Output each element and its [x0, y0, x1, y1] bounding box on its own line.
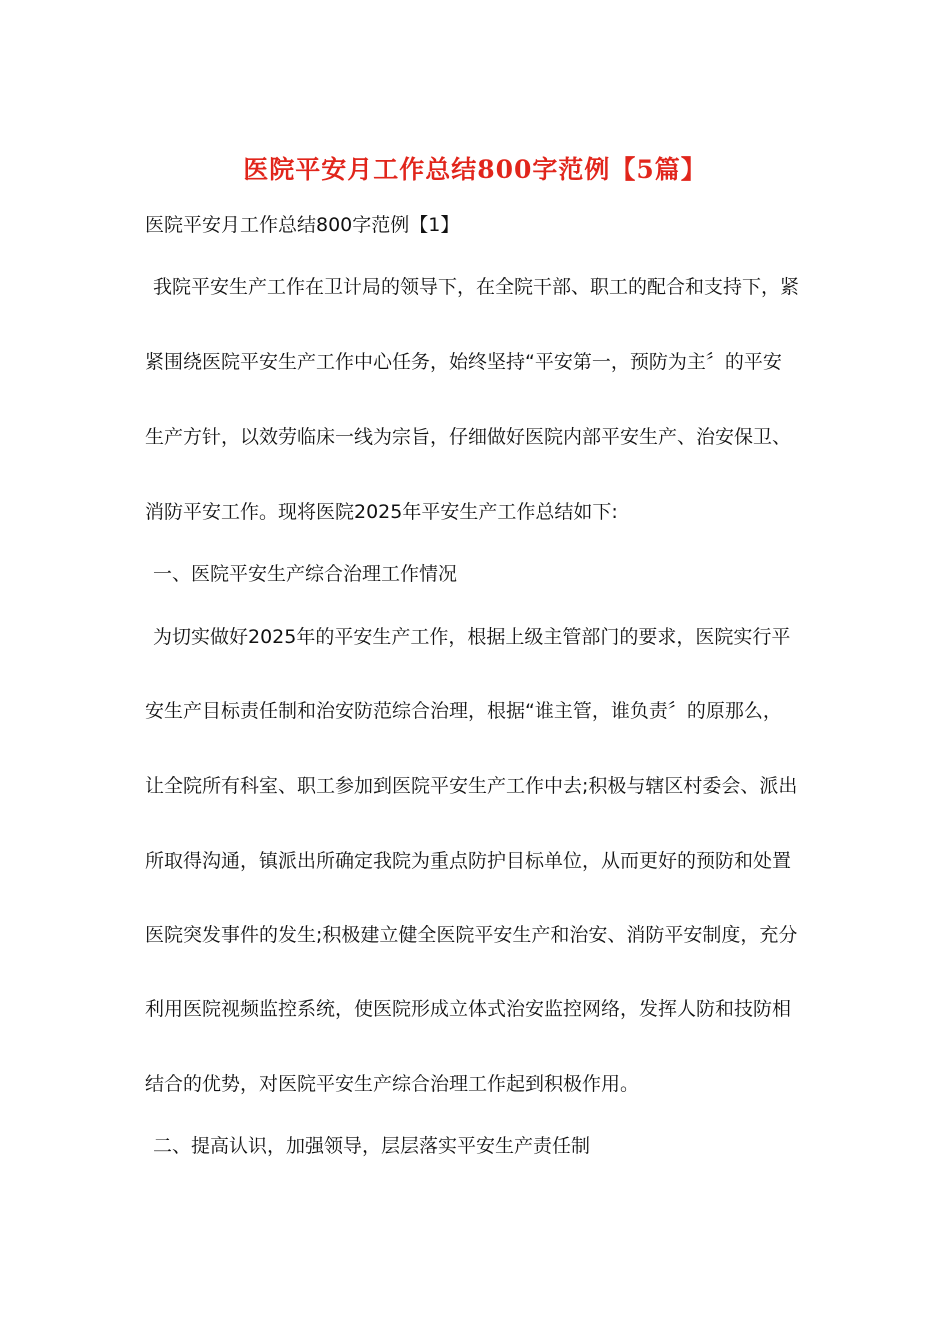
paragraph-line: 我院平安生产工作在卫计局的领导下，在全院干部、职工的配合和支持下，紧 — [153, 276, 800, 298]
paragraph-line: 让全院所有科室、职工参加到医院平安生产工作中去;积极与辖区村委会、派出 — [145, 775, 798, 797]
paragraph-line: 利用医院视频监控系统，使医院形成立体式治安监控网络，发挥人防和技防相 — [145, 998, 792, 1020]
paragraph-line: 医院突发事件的发生;积极建立健全医院平安生产和治安、消防平安制度，充分 — [145, 924, 798, 946]
document-subtitle: 医院平安月工作总结800字范例【1】 — [145, 214, 460, 236]
paragraph-line: 为切实做好2025年的平安生产工作，根据上级主管部门的要求，医院实行平 — [153, 626, 791, 648]
paragraph-line: 生产方针，以效劳临床一线为宗旨，仔细做好医院内部平安生产、治安保卫、 — [145, 426, 792, 448]
paragraph-line: 所取得沟通，镇派出所确定我院为重点防护目标单位，从而更好的预防和处置 — [145, 850, 792, 872]
paragraph-line: 安生产目标责任制和治安防范综合治理，根据“谁主管，谁负责〞的原那么， — [145, 700, 782, 722]
paragraph-line: 消防平安工作。现将医院2025年平安生产工作总结如下: — [145, 501, 618, 523]
section-heading: 一、医院平安生产综合治理工作情况 — [153, 563, 458, 585]
paragraph-line: 结合的优势，对医院平安生产综合治理工作起到积极作用。 — [145, 1073, 640, 1095]
section-heading: 二、提高认识，加强领导，层层落实平安生产责任制 — [153, 1135, 591, 1157]
document-title: 医院平安月工作总结800字范例【5篇】 — [243, 155, 707, 184]
paragraph-line: 紧围绕医院平安生产工作中心任务，始终坚持“平安第一，预防为主〞的平安 — [145, 351, 782, 373]
